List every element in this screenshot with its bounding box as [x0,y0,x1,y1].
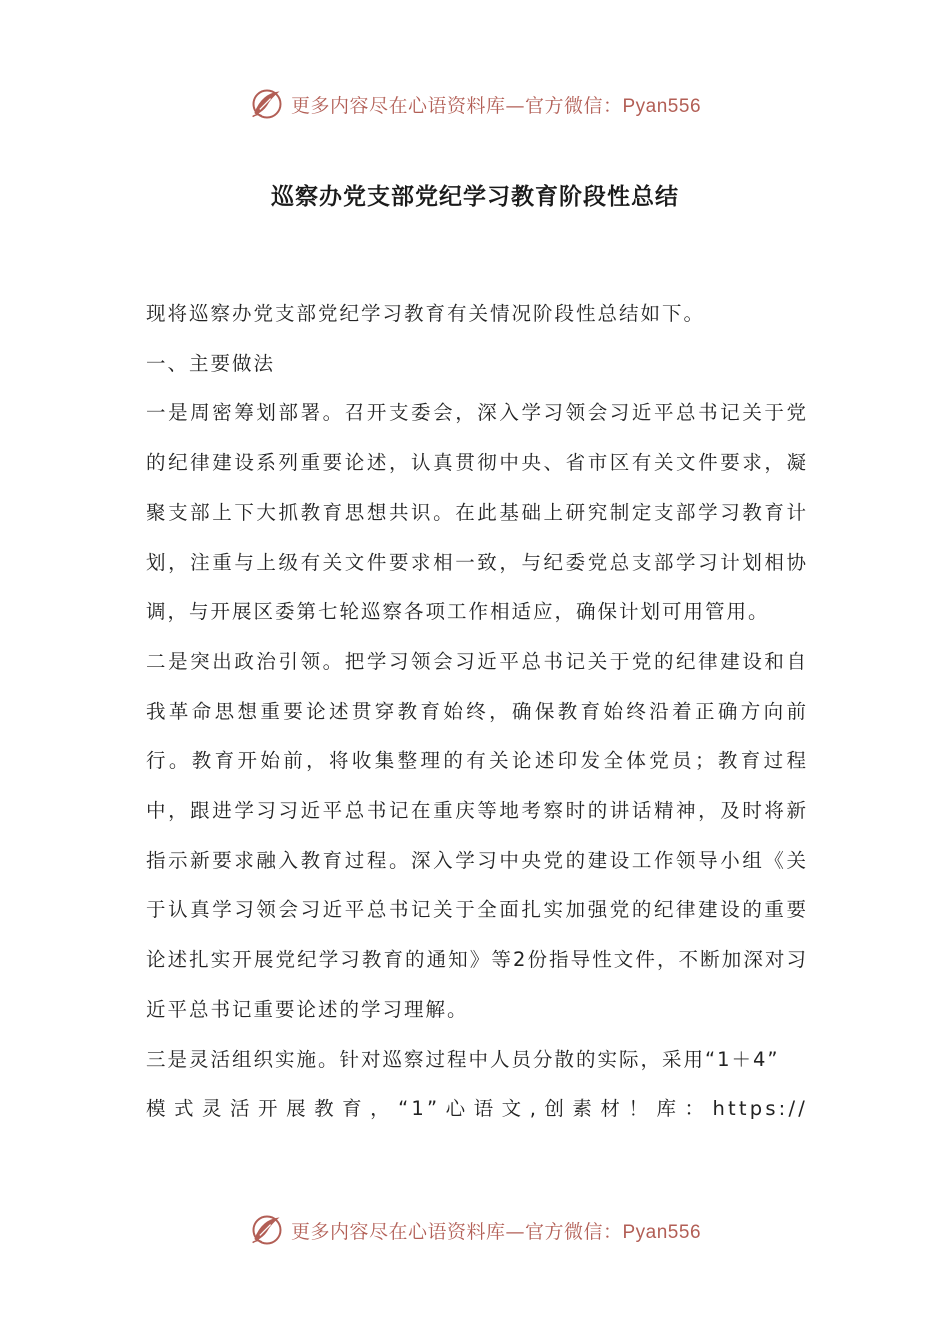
header-banner [0,82,950,126]
pen-logo-icon [249,1212,285,1248]
pen-logo-icon [249,86,285,122]
intro-paragraph: 现将巡察办党支部党纪学习教育有关情况阶段性总结如下。 [146,302,706,325]
paragraph-2: 二是突出政治引领。把学习领会习近平总书记关于党的纪律建设和自我革命思想重要论述贯穿教育始终，确保教育始终沿着正确方向前行。教育开始前，将收集整理的有关论述印发全体党员；教育过程中，跟进学习习近平总书记在重庆等地考察时的讲话精神，及时将新指示新要求融入教育过程。深入学习中央党的建设工作领导小组《关于认真学习领会习近平总书记关于全面扎实加强党的纪律建设的重要论述扎实开展党纪学习教育的通知》等2份指导性文件，不断加深对习近平总书记重要论述的学习理解。 [146,649,808,1021]
paragraph-3-line-2: 模式灵活开展教育，“1”心语文,创素材！库：https:// [146,1097,808,1121]
header-banner-text: 更多内容尽在心语资料库—官方微信：Pyan556 [290,94,702,117]
footer-banner-text: 更多内容尽在心语资料库—官方微信：Pyan556 [290,1220,702,1243]
footer-banner [0,1208,950,1252]
paragraph-1: 一是周密筹划部署。召开支委会，深入学习领会习近平总书记关于党的纪律建设系列重要论述，认真贯彻中央、省市区有关文件要求，凝聚支部上下大抓教育思想共识。在此基础上研究制定支部学习教育计划，注重与上级有关文件要求相一致，与纪委党总支部学习计划相协调，与开展区委第七轮巡察各项工作相适应，确保计划可用管用。 [146,401,808,624]
document-body [146,289,808,1134]
document-title: 巡察办党支部党纪学习教育阶段性总结 [271,184,679,210]
paragraph-3-line-1: 三是灵活组织实施。针对巡察过程中人员分散的实际，采用“1＋4” [146,1047,780,1071]
section-heading: 一、主要做法 [146,351,276,375]
footer-wechat-id: Pyan556 [622,1221,702,1243]
header-wechat-id: Pyan556 [622,95,702,117]
